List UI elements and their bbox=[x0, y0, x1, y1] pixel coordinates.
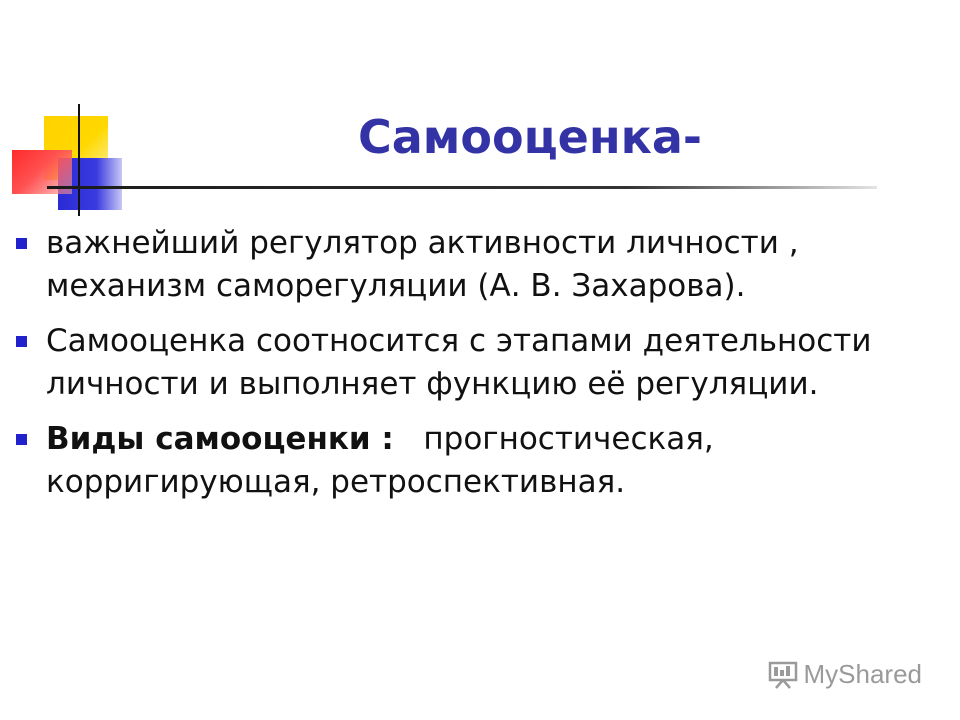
bullet-text: важнейший регулятор активности личности , механизм саморегуляции (А. В. Захарова). bbox=[46, 225, 799, 304]
bullet-item bbox=[16, 222, 916, 308]
bullet-item bbox=[16, 418, 916, 504]
bullet-square-icon bbox=[16, 434, 27, 445]
bullet-text: Самооценка соотносится с этапами деятельности личности и выполняет функцию её регуляции. bbox=[46, 323, 872, 402]
slide-title: Самооценка- bbox=[357, 110, 703, 164]
watermark-text: MyShared bbox=[803, 659, 922, 689]
bullet-list bbox=[16, 222, 916, 516]
bullet-item bbox=[16, 320, 916, 406]
bullet-text: прогностическая, корригирующая, ретроспективная. bbox=[46, 421, 724, 500]
watermark bbox=[768, 659, 923, 690]
bullet-square-icon bbox=[16, 238, 27, 249]
bullet-square-icon bbox=[16, 336, 27, 347]
title-underline bbox=[47, 186, 877, 189]
presentation-board-icon bbox=[768, 661, 798, 689]
bullet-bold-text: Виды самооценки : bbox=[46, 421, 394, 457]
